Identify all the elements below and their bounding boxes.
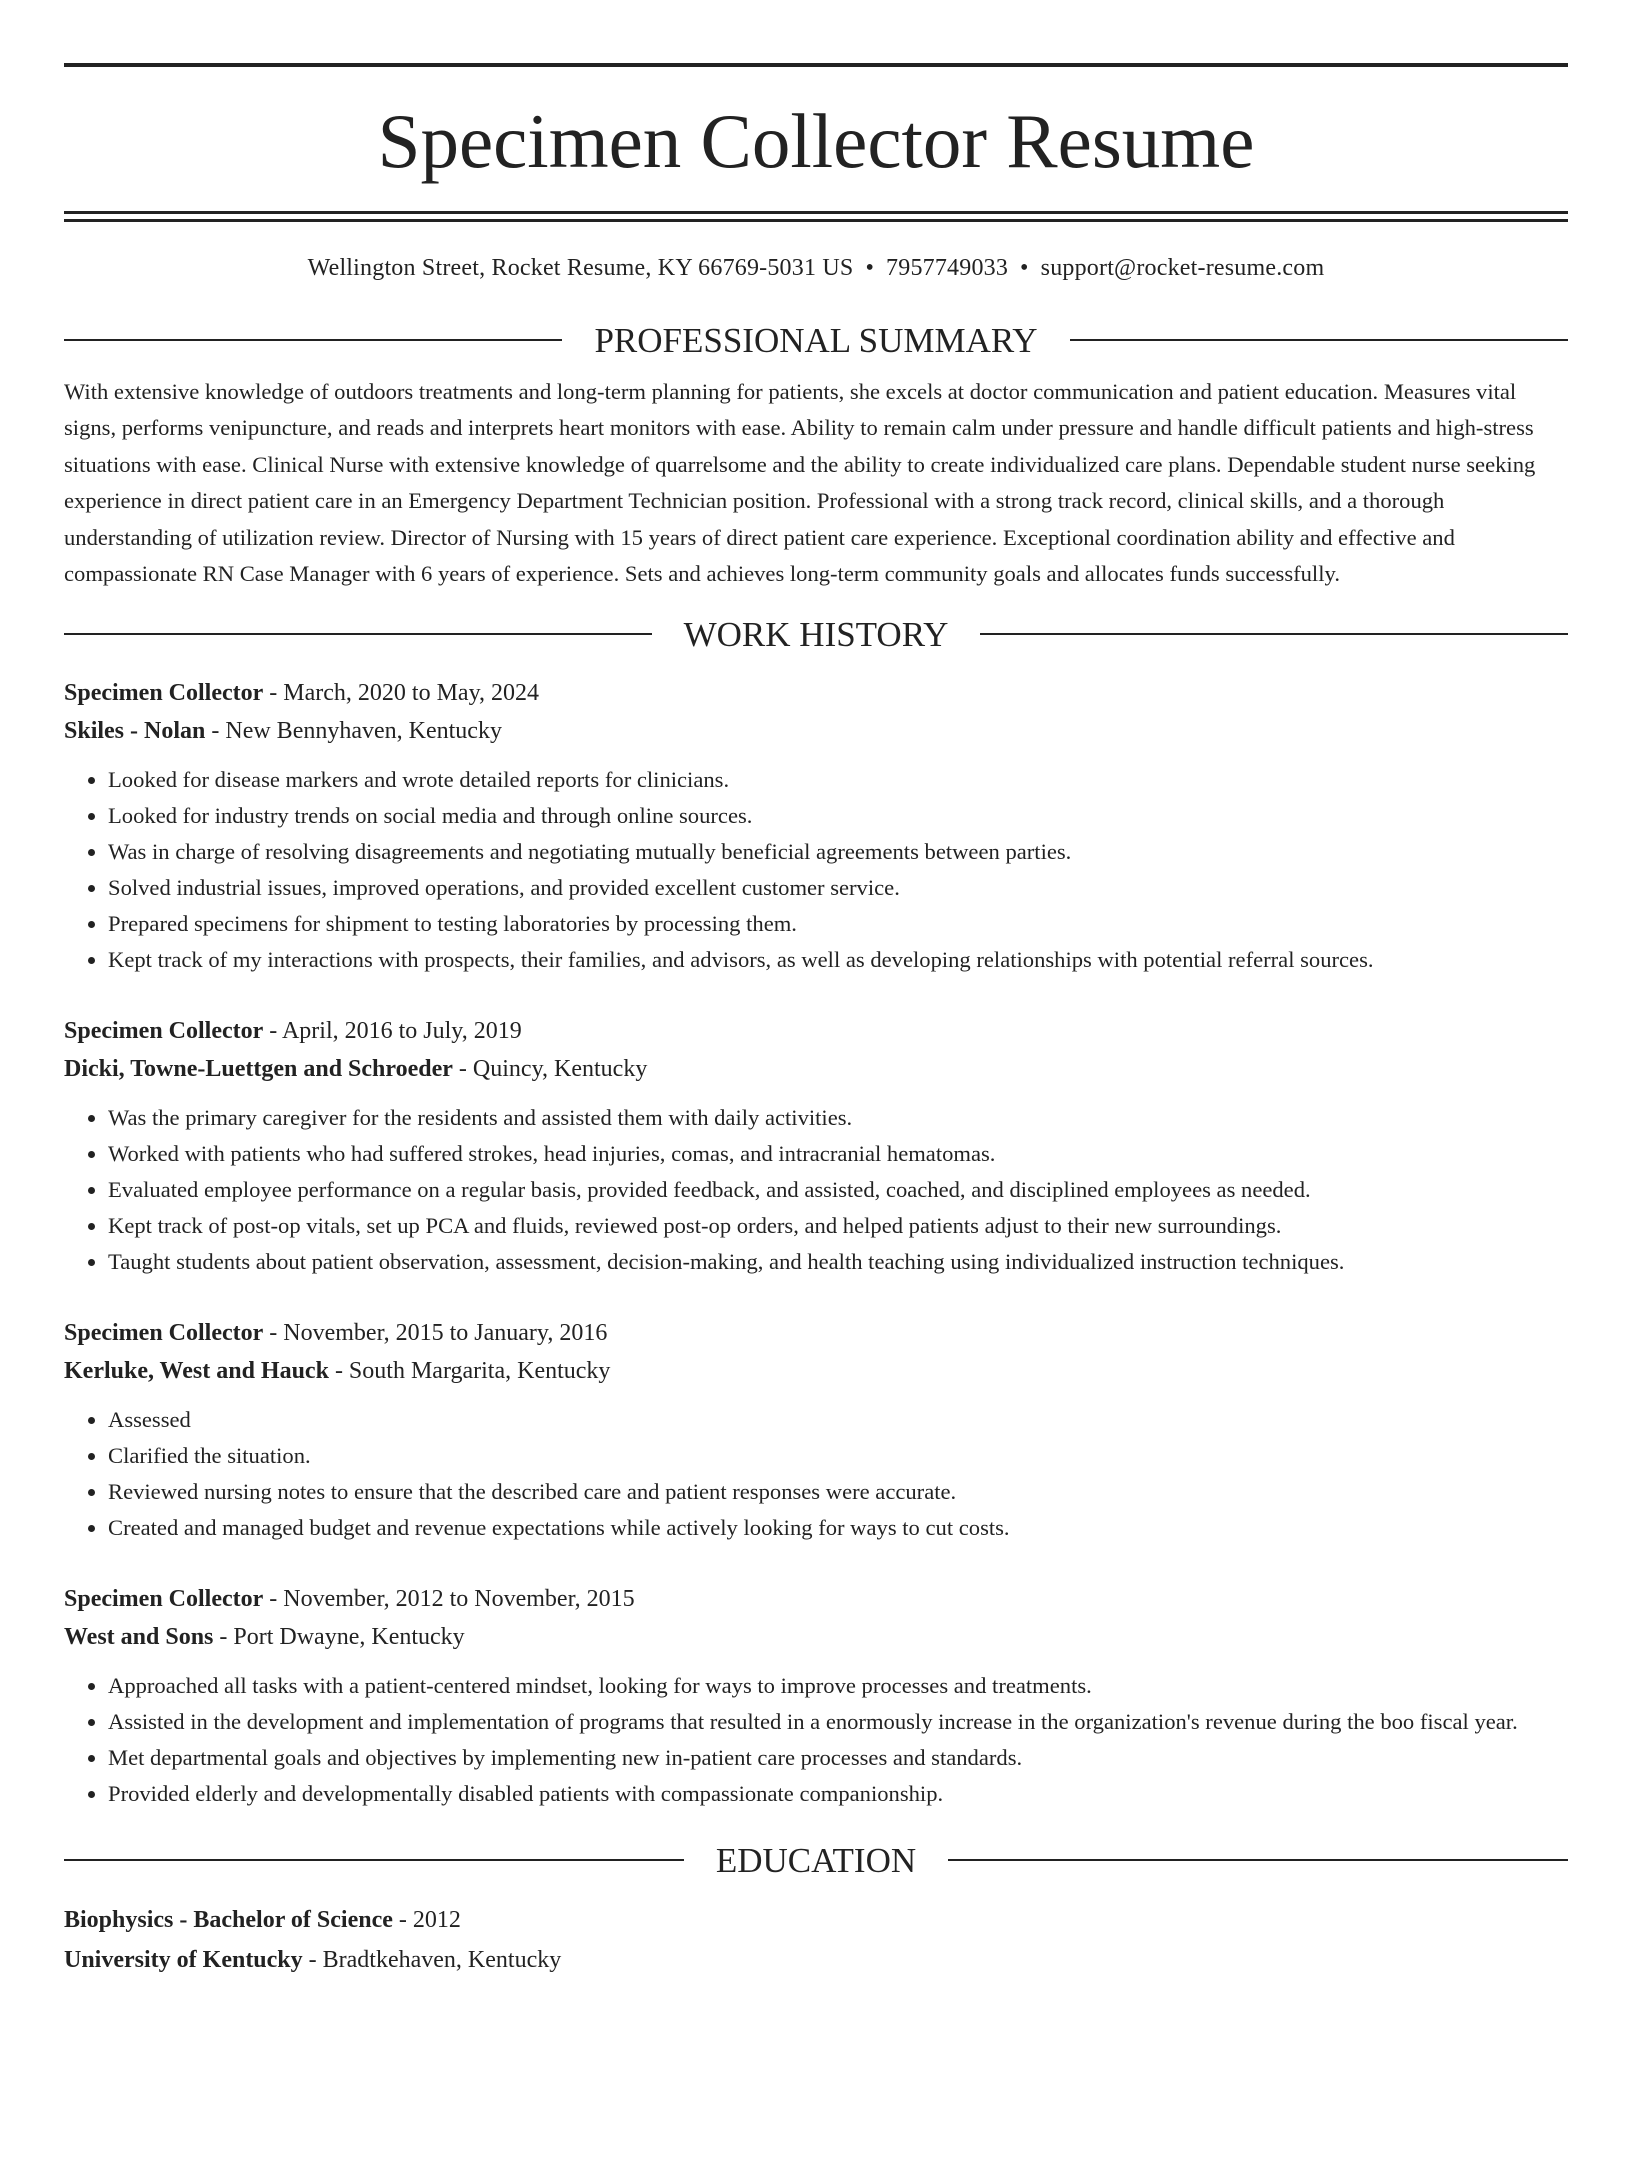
job-entry	[64, 1012, 1568, 1280]
job-title-row	[64, 1314, 1568, 1352]
section-rule-left	[64, 339, 562, 341]
job-location: - South Margarita, Kentucky	[328, 1358, 611, 1385]
job-bullet: • Assessed	[108, 1402, 1568, 1438]
section-rule-left	[64, 1859, 684, 1861]
job-company: Skiles - Nolan	[64, 718, 206, 745]
job-bullet: • Was the primary caregiver for the residents and assisted them with daily activities.	[108, 1100, 1568, 1136]
contact-separator: •	[865, 255, 875, 281]
job-bullet: • Looked for disease markers and wrote detailed reports for clinicians.	[108, 762, 1568, 798]
contact-separator: •	[1020, 255, 1029, 281]
education-school: University of Kentucky	[64, 1947, 303, 1974]
education-year: - 2012	[392, 1907, 461, 1934]
job-company-row	[64, 1618, 1568, 1656]
job-title: Specimen Collector	[64, 1320, 264, 1347]
job-bullets	[64, 762, 1568, 978]
job-bullet: • Approached all tasks with a patient-centered mindset, looking for ways to improve processes and treatments.	[108, 1668, 1568, 1704]
job-company: Dicki, Towne-Luettgen and Schroeder	[64, 1056, 453, 1083]
education-entry	[64, 1900, 1568, 1980]
job-bullets	[64, 1668, 1568, 1812]
education-degree: Biophysics - Bachelor of Science	[64, 1907, 393, 1934]
summary-heading: PROFESSIONAL SUMMARY	[594, 320, 1038, 360]
summary-section-header	[64, 320, 1568, 360]
job-dates: - April, 2016 to July, 2019	[263, 1018, 522, 1045]
job-bullet: • Solved industrial issues, improved operations, and provided excellent customer service.	[108, 870, 1568, 906]
job-dates: - November, 2015 to January, 2016	[263, 1320, 608, 1347]
section-rule-left	[64, 633, 652, 635]
job-bullet: • Created and managed budget and revenue expectations while actively looking for ways to cut costs.	[108, 1510, 1568, 1546]
job-bullets	[64, 1100, 1568, 1280]
job-entry	[64, 674, 1568, 978]
job-dates: - March, 2020 to May, 2024	[263, 680, 540, 707]
job-bullet: • Clarified the situation.	[108, 1438, 1568, 1474]
contact-email: support@rocket-resume.com	[1040, 255, 1325, 281]
education-school-row	[64, 1940, 1568, 1980]
section-rule-right	[980, 633, 1568, 635]
job-bullet: • Kept track of my interactions with prospects, their families, and advisors, as well as developing relationships with potential referral sources.	[108, 942, 1568, 978]
job-entry	[64, 1314, 1568, 1546]
job-company: Kerluke, West and Hauck	[64, 1358, 329, 1385]
contact-address: Wellington Street, Rocket Resume, KY 66769-5031 US	[307, 255, 854, 281]
job-location: - New Bennyhaven, Kentucky	[205, 718, 502, 745]
job-bullet: • Looked for industry trends on social media and through online sources.	[108, 798, 1568, 834]
job-bullet: • Met departmental goals and objectives by implementing new in-patient care processes and standards.	[108, 1740, 1568, 1776]
job-bullet: • Reviewed nursing notes to ensure that the described care and patient responses were accurate.	[108, 1474, 1568, 1510]
education-section-header	[64, 1840, 1568, 1880]
contact-line	[64, 256, 1568, 282]
job-bullet: • Evaluated employee performance on a regular basis, provided feedback, and assisted, coached, and disciplined employees as needed.	[108, 1172, 1568, 1208]
job-location: - Port Dwayne, Kentucky	[213, 1624, 465, 1651]
job-dates: - November, 2012 to November, 2015	[263, 1586, 635, 1613]
contact-phone: 7957749033	[886, 255, 1009, 281]
education-heading: EDUCATION	[715, 1840, 917, 1880]
top-rule	[64, 63, 1568, 67]
double-rule	[64, 211, 1568, 222]
job-company-row	[64, 1050, 1568, 1088]
section-rule-right	[1070, 339, 1568, 341]
education-location: - Bradtkehaven, Kentucky	[302, 1947, 562, 1974]
job-bullet: • Worked with patients who had suffered strokes, head injuries, comas, and intracranial hematomas.	[108, 1136, 1568, 1172]
job-company-row	[64, 1352, 1568, 1390]
job-title-row	[64, 1012, 1568, 1050]
job-title-row	[64, 1580, 1568, 1618]
job-bullet: • Provided elderly and developmentally disabled patients with compassionate companionship.	[108, 1776, 1568, 1812]
job-bullet: • Kept track of post-op vitals, set up PCA and fluids, reviewed post-op orders, and helped patients adjust to their new surroundings.	[108, 1208, 1568, 1244]
job-bullets	[64, 1402, 1568, 1546]
resume-page	[0, 63, 1632, 2175]
work-section-header	[64, 614, 1568, 654]
job-company-row	[64, 712, 1568, 750]
resume-title: Specimen Collector Resume	[377, 98, 1255, 184]
job-bullet: • Was in charge of resolving disagreements and negotiating mutually beneficial agreements between parties.	[108, 834, 1568, 870]
education-degree-row	[64, 1900, 1568, 1940]
job-title: Specimen Collector	[64, 1018, 264, 1045]
job-entry	[64, 1580, 1568, 1812]
job-title: Specimen Collector	[64, 1586, 264, 1613]
job-company: West and Sons	[64, 1624, 214, 1651]
work-heading: WORK HISTORY	[683, 614, 949, 654]
job-title: Specimen Collector	[64, 680, 264, 707]
section-rule-right	[948, 1859, 1568, 1861]
job-location: - Quincy, Kentucky	[452, 1056, 648, 1083]
job-bullet: • Prepared specimens for shipment to testing laboratories by processing them.	[108, 906, 1568, 942]
job-bullet: • Taught students about patient observation, assessment, decision-making, and health teaching using individualized instruction techniques.	[108, 1244, 1568, 1280]
job-title-row	[64, 674, 1568, 712]
job-bullet: • Assisted in the development and implementation of programs that resulted in a enormously increase in the organization's revenue during the boo fiscal year.	[108, 1704, 1568, 1740]
summary-text: With extensive knowledge of outdoors treatments and long-term planning for patients, she excels at doctor communication and patient education. Measures vital signs, performs venipuncture, and reads and interprets heart monitors with ease. Ability to remain calm under pressure and handle difficult patients and high-stress situations with ease. Clinical Nurse with extensive knowledge of quarrelsome and the ability to create individualized care plans. Dependable student nurse seeking experience in direct patient care in an Emergency Department Technician position. Professional with a strong track record, clinical skills, and a thorough understanding of utilization review. Director of Nursing with 15 years of direct patient care experience. Exceptional coordination ability and effective and compassionate RN Case Manager with 6 years of experience. Sets and achieves long-term community goals and allocates funds successfully.	[64, 379, 1536, 587]
